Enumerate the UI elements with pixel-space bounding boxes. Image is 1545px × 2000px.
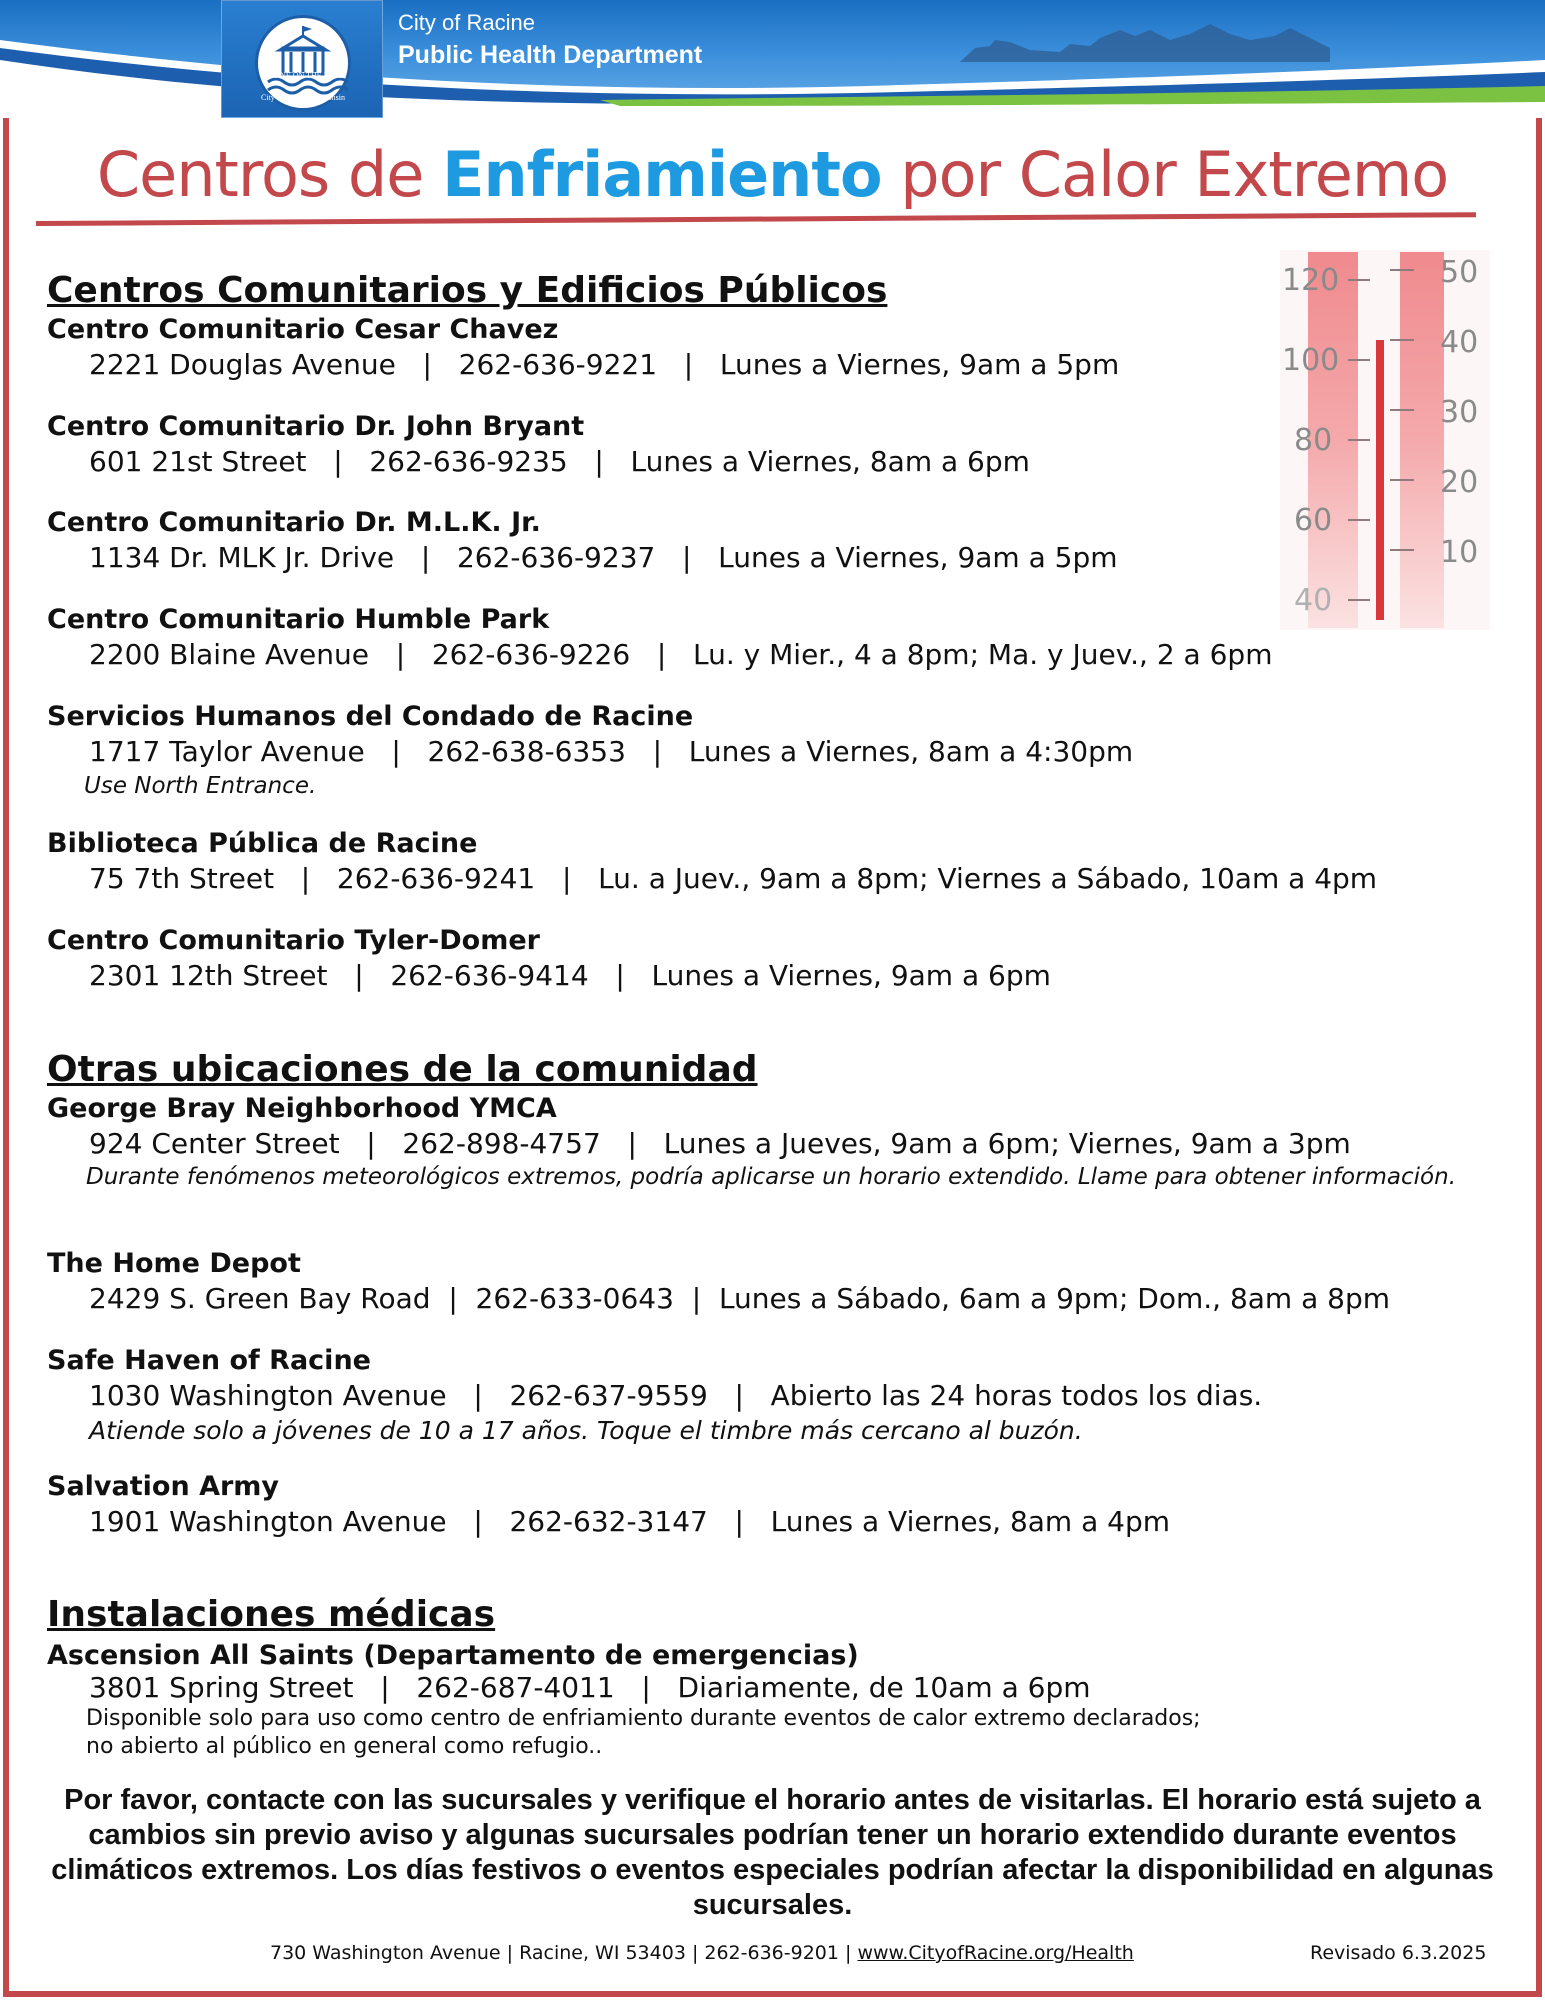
location-note: Durante fenómenos meteorológicos extremos, podría aplicarse un horario extendido. Llame para obtener información. — [86, 1164, 1457, 1190]
header-city: City of Racine — [398, 10, 535, 35]
title-part1: Centros de — [96, 138, 443, 211]
location-name: Servicios Humanos del Condado de Racine — [47, 701, 694, 732]
location-name: The Home Depot — [47, 1248, 301, 1279]
location-name: Centro Comunitario Dr. John Bryant — [47, 411, 585, 442]
location-note: Use North Entrance. — [84, 773, 317, 799]
revision-date: Revisado 6.3.2025 — [1310, 1942, 1487, 1964]
location-name: Biblioteca Pública de Racine — [47, 828, 478, 859]
logo-bottom-text: City of Racine, Wisconsin — [261, 93, 345, 102]
location-details: 2200 Blaine Avenue | 262-636-9226 | Lu. y Mier., 4 a 8pm; Ma. y Juev., 2 a 6pm — [89, 638, 1273, 671]
footer-website-link[interactable]: www.CityofRacine.org/Health — [857, 1942, 1134, 1964]
header-banner — [0, 0, 1545, 120]
location-name: Ascension All Saints (Departamento de emergencias) — [47, 1640, 859, 1671]
title-part2: por Calor Extremo — [881, 138, 1449, 211]
footer-contact — [270, 1942, 1134, 1964]
thermo-right-0: 50 — [1440, 255, 1479, 290]
location-name: Centro Comunitario Cesar Chavez — [47, 314, 559, 345]
location-details: 1134 Dr. MLK Jr. Drive | 262-636-9237 | Lunes a Viernes, 9am a 5pm — [89, 541, 1118, 574]
location-details: 75 7th Street | 262-636-9241 | Lu. a Juev., 9am a 8pm; Viernes a Sábado, 10am a 4pm — [89, 862, 1378, 895]
city-logo — [221, 0, 383, 118]
location-details: 2301 12th Street | 262-636-9414 | Lunes a Viernes, 9am a 6pm — [89, 959, 1051, 992]
location-name: George Bray Neighborhood YMCA — [47, 1093, 557, 1124]
location-details: 601 21st Street | 262-636-9235 | Lunes a Viernes, 8am a 6pm — [89, 445, 1030, 478]
thermo-right-1: 40 — [1440, 325, 1479, 360]
section-heading-medical: Instalaciones médicas — [47, 1594, 496, 1635]
location-details: 1901 Washington Avenue | 262-632-3147 | Lunes a Viernes, 8am a 4pm — [89, 1505, 1171, 1538]
thermo-right-2: 30 — [1440, 395, 1479, 430]
location-name: Centro Comunitario Tyler-Domer — [47, 925, 540, 956]
location-name: Centro Comunitario Humble Park — [47, 604, 550, 635]
location-details: 2429 S. Green Bay Road | 262-633-0643 | Lunes a Sábado, 6am a 9pm; Dom., 8am a 8pm — [89, 1282, 1391, 1315]
logo-top-text: RACINE ON THE LAKE — [260, 71, 346, 80]
location-details: 1030 Washington Avenue | 262-637-9559 | Abierto las 24 horas todos los dias. — [89, 1379, 1263, 1412]
location-details: 3801 Spring Street | 262-687-4011 | Diariamente, de 10am a 6pm — [89, 1671, 1091, 1704]
location-note: no abierto al público en general como refugio.. — [86, 1734, 603, 1759]
location-note: Disponible solo para uso como centro de enfriamiento durante eventos de calor extremo declarados; — [86, 1706, 1201, 1731]
page-title — [0, 138, 1545, 211]
thermo-left-4: 40 — [1294, 583, 1333, 618]
thermometer-icon — [1280, 250, 1490, 630]
title-highlight: Enfriamiento — [442, 138, 882, 211]
section-heading-community: Otras ubicaciones de la comunidad — [47, 1049, 758, 1090]
footer-address: 730 Washington Avenue | Racine, WI 53403 | 262-636-9201 | — [270, 1942, 858, 1964]
location-name: Salvation Army — [47, 1471, 280, 1502]
thermo-right-3: 20 — [1440, 465, 1479, 500]
header-department: Public Health Department — [398, 41, 703, 69]
thermo-left-1: 100 — [1282, 343, 1340, 378]
location-name: Safe Haven of Racine — [47, 1345, 371, 1376]
location-details: 924 Center Street | 262-898-4757 | Lunes a Jueves, 9am a 6pm; Viernes, 9am a 3pm — [89, 1127, 1351, 1160]
location-note: Atiende solo a jóvenes de 10 a 17 años. Toque el timbre más cercano al buzón. — [89, 1416, 1083, 1445]
thermo-right-4: 10 — [1440, 535, 1479, 570]
thermo-left-2: 80 — [1294, 423, 1333, 458]
section-heading-public: Centros Comunitarios y Edificios Públicos — [47, 270, 888, 311]
location-details: 2221 Douglas Avenue | 262-636-9221 | Lunes a Viernes, 9am a 5pm — [89, 348, 1120, 381]
thermo-left-3: 60 — [1294, 503, 1333, 538]
location-details: 1717 Taylor Avenue | 262-638-6353 | Lunes a Viernes, 8am a 4:30pm — [89, 735, 1134, 768]
location-name: Centro Comunitario Dr. M.L.K. Jr. — [47, 507, 541, 538]
thermo-left-0: 120 — [1282, 263, 1340, 298]
closing-notice: Por favor, contacte con las sucursales y verifique el horario antes de visitarlas. El horario está sujeto a cambios sin previo aviso y algunas sucursales podrían tener un horario extendido durante eventos climáticos extremos. Los días festivos o eventos especiales podrían afectar la disponibilidad en algunas sucursales. — [51, 1784, 1494, 1921]
